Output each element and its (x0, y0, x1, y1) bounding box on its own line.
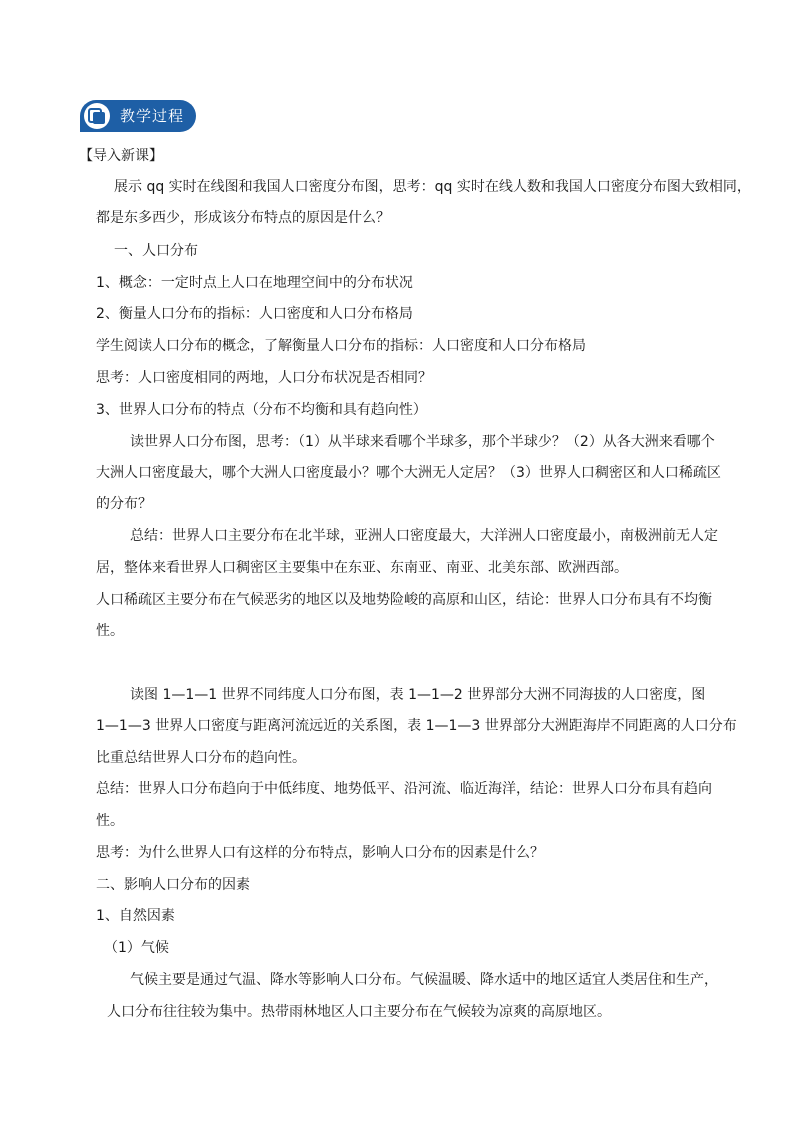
paragraph-line: 总结：世界人口主要分布在北半球，亚洲人口密度最大，大洋洲人口密度最小，南极洲前无人定 (130, 528, 718, 544)
paragraph-line: 人口稀疏区主要分布在气候恶劣的地区以及地势险峻的高原和山区，结论：世界人口分布具有不均衡 (96, 592, 712, 608)
paragraph-line: 展示 qq 实时在线图和我国人口密度分布图，思考：qq 实时在线人数和我国人口密度分布图大致相同， (114, 179, 751, 195)
paragraph-line: 居，整体来看世界人口稠密区主要集中在东亚、东南亚、南亚、北美东部、欧洲西部。 (96, 560, 628, 576)
paragraph-line: 人口分布往往较为集中。热带雨林地区人口主要分布在气候较为凉爽的高原地区。 (107, 1004, 611, 1020)
paragraph-line: 都是东多西少，形成该分布特点的原因是什么？ (96, 210, 390, 226)
paragraph-line: 气候主要是通过气温、降水等影响人口分布。气候温暖、降水适中的地区适宜人类居住和生产， (130, 972, 718, 988)
paragraph-line: 性。 (96, 813, 124, 829)
paragraph-line: 思考：人口密度相同的两地，人口分布状况是否相同？ (96, 370, 432, 386)
list-item: 1、概念：一定时点上人口在地理空间中的分布状况 (96, 275, 413, 291)
paragraph-line: 1—1—3 世界人口密度与距离河流远近的关系图，表 1—1—3 世界部分大洲距海岸不同距离的人口分布 (96, 718, 737, 734)
paragraph-line: 大洲人口密度最大，哪个大洲人口密度最小？哪个大洲无人定居？（3）世界人口稠密区和人口稀疏区 (96, 465, 721, 481)
paragraph-line: 学生阅读人口分布的概念，了解衡量人口分布的指标：人口密度和人口分布格局 (96, 338, 586, 354)
paragraph-line: 总结：世界人口分布趋向于中低纬度、地势低平、沿河流、临近海洋，结论：世界人口分布具有趋向 (96, 781, 712, 797)
paragraph-line: 读世界人口分布图，思考：（1）从半球来看哪个半球多，那个半球少？（2）从各大洲来看哪个 (130, 434, 715, 450)
section-heading: 二、影响人口分布的因素 (96, 877, 250, 893)
paragraph-line: 性。 (96, 623, 124, 639)
section-header-badge (80, 100, 196, 132)
section-title: 教学过程 (120, 107, 185, 125)
list-item: 2、衡量人口分布的指标：人口密度和人口分布格局 (96, 306, 413, 322)
paragraph-line: 的分布？ (96, 496, 152, 512)
section-heading: 一、人口分布 (114, 243, 198, 259)
paragraph-line: 思考：为什么世界人口有这样的分布特点，影响人口分布的因素是什么？ (96, 845, 544, 861)
list-item: 3、世界人口分布的特点（分布不均衡和具有趋向性） (96, 402, 427, 418)
heading-intro: 【导入新课】 (79, 148, 163, 164)
paragraph-line: 比重总结世界人口分布的趋向性。 (96, 750, 306, 766)
paragraph-line: 读图 1—1—1 世界不同纬度人口分布图，表 1—1—2 世界部分大洲不同海拔的人口密度，图 (130, 687, 706, 703)
sub-heading: （1）气候 (104, 940, 169, 956)
document-stack-icon (84, 103, 110, 129)
list-item: 1、自然因素 (96, 908, 175, 924)
